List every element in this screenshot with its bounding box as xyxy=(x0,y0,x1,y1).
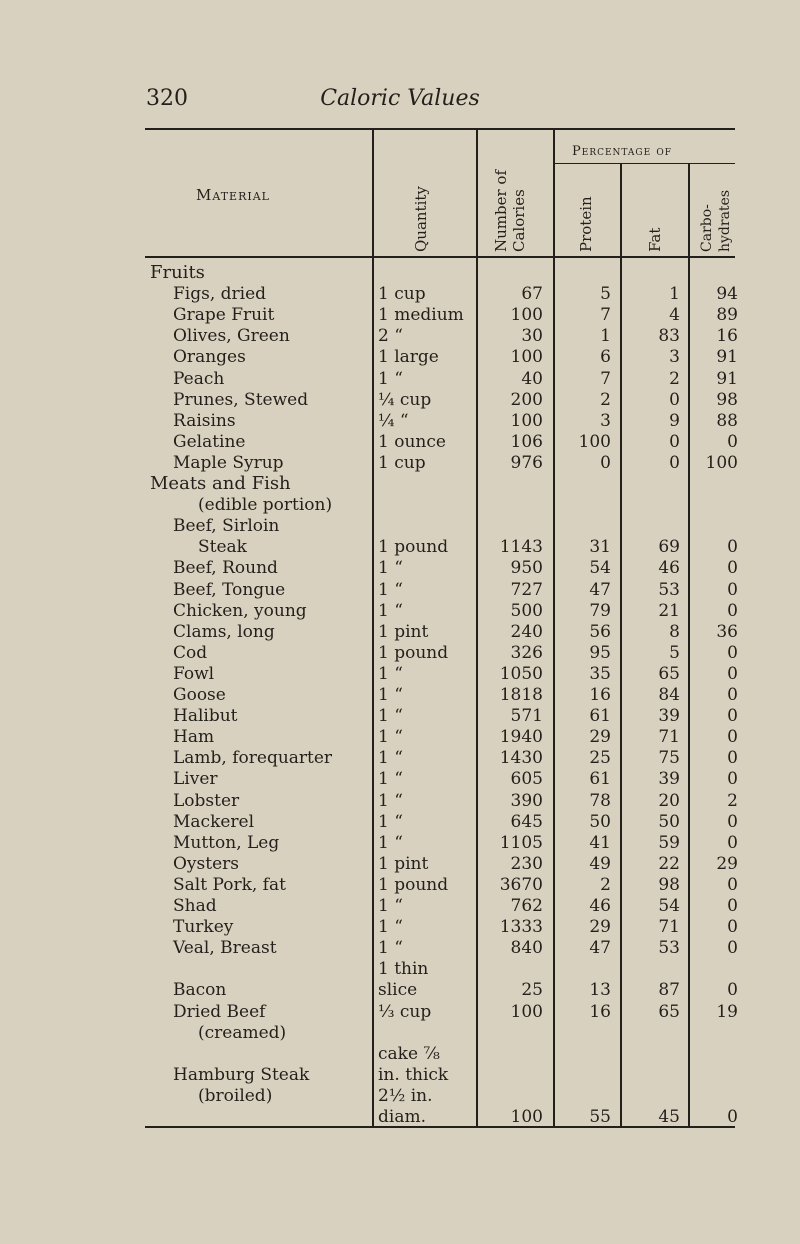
protein-cell: 25 xyxy=(589,748,611,769)
protein-cell: 61 xyxy=(589,706,611,727)
fat-cell: 9 xyxy=(669,410,680,431)
carbohydrates-cell: 88 xyxy=(716,410,738,431)
carbohydrates-cell: 19 xyxy=(716,1001,738,1022)
calories-cell: 645 xyxy=(510,811,543,832)
header-protein: Protein xyxy=(577,196,595,252)
protein-cell: 0 xyxy=(600,452,611,473)
table-row xyxy=(0,410,800,432)
protein-cell: 16 xyxy=(589,685,611,705)
header-carbohydrates: Carbo-hydrates xyxy=(699,189,733,252)
material-cell: Beef, Round xyxy=(173,558,278,579)
fat-cell: 3 xyxy=(669,347,680,368)
table-row xyxy=(0,579,800,601)
table-row xyxy=(0,811,800,833)
fat-cell: 8 xyxy=(669,621,680,642)
calories-cell: 30 xyxy=(521,326,543,347)
calories-cell: 840 xyxy=(510,938,543,959)
table-row xyxy=(0,895,800,917)
table-row xyxy=(0,621,800,643)
carbohydrates-cell: 100 xyxy=(705,452,738,473)
table-row xyxy=(0,1106,800,1128)
material-cell: Chicken, young xyxy=(173,600,307,621)
fat-cell: 71 xyxy=(658,727,680,748)
calories-cell: 976 xyxy=(510,452,543,473)
calories-cell: 1430 xyxy=(499,748,543,769)
carbohydrates-cell: 0 xyxy=(727,896,738,916)
table-row xyxy=(0,494,800,516)
material-cell: (edible portion) xyxy=(198,495,333,516)
calories-cell: 1105 xyxy=(499,832,543,853)
carbohydrates-cell: 0 xyxy=(727,748,738,769)
carbohydrates-cell: 0 xyxy=(727,980,738,1001)
quantity-cell: 1 “ xyxy=(378,938,403,959)
carbohydrates-cell: 94 xyxy=(716,284,738,305)
quantity-cell: 1 cup xyxy=(378,284,426,305)
table-row xyxy=(0,325,800,347)
table-top-rule xyxy=(145,128,735,130)
protein-cell: 56 xyxy=(589,621,611,642)
table-row xyxy=(0,874,800,896)
table-row xyxy=(0,1022,800,1044)
material-cell: Turkey xyxy=(173,917,234,938)
protein-cell: 2 xyxy=(600,874,611,895)
calories-cell: 67 xyxy=(521,284,543,305)
material-cell: Halibut xyxy=(173,706,238,727)
material-cell: Fowl xyxy=(173,663,215,684)
protein-cell: 79 xyxy=(589,600,611,621)
table-row xyxy=(0,1001,800,1023)
carbohydrates-cell: 0 xyxy=(727,600,738,621)
table-row xyxy=(0,663,800,685)
quantity-cell: 1 “ xyxy=(378,727,403,748)
material-cell: Mutton, Leg xyxy=(173,832,280,853)
quantity-cell: ⅓ cup xyxy=(378,1001,432,1022)
fat-cell: 21 xyxy=(658,600,680,621)
fat-cell: 39 xyxy=(658,769,680,790)
carbohydrates-cell: 0 xyxy=(727,917,738,938)
calories-cell: 106 xyxy=(510,431,543,452)
quantity-cell: 1 pint xyxy=(378,853,429,874)
fat-cell: 54 xyxy=(658,896,680,916)
table-row xyxy=(0,726,800,748)
protein-cell: 47 xyxy=(589,579,611,600)
protein-cell: 100 xyxy=(578,431,611,452)
running-title: Caloric Values xyxy=(320,86,480,111)
table-row xyxy=(0,283,800,305)
calories-cell: 950 xyxy=(510,558,543,579)
material-cell: Grape Fruit xyxy=(173,305,275,326)
quantity-cell: 1 pound xyxy=(378,642,449,663)
fat-cell: 84 xyxy=(658,685,680,705)
header-quantity: Quantity xyxy=(412,186,430,252)
protein-cell: 55 xyxy=(589,1107,611,1127)
protein-cell: 61 xyxy=(589,769,611,790)
material-cell: Oranges xyxy=(173,347,246,368)
fat-cell: 59 xyxy=(658,832,680,853)
quantity-cell: 1 “ xyxy=(378,368,403,389)
fat-cell: 22 xyxy=(658,853,680,874)
table-row xyxy=(0,768,800,790)
carbohydrates-cell: 0 xyxy=(727,537,738,558)
protein-cell: 3 xyxy=(600,410,611,431)
calories-cell: 25 xyxy=(521,980,543,1001)
header-fat: Fat xyxy=(646,227,664,252)
carbohydrates-cell: 16 xyxy=(716,326,738,347)
fat-cell: 0 xyxy=(669,389,680,410)
fat-cell: 65 xyxy=(658,1001,680,1022)
protein-cell: 54 xyxy=(589,558,611,579)
carbohydrates-cell: 0 xyxy=(727,938,738,959)
header-percentage-of: Percentage of xyxy=(572,144,672,159)
material-cell: Meats and Fish xyxy=(150,473,291,494)
table-row xyxy=(0,1043,800,1065)
calories-cell: 3670 xyxy=(499,874,543,895)
fat-cell: 75 xyxy=(658,748,680,769)
quantity-cell: 1 pound xyxy=(378,874,449,895)
carbohydrates-cell: 0 xyxy=(727,663,738,684)
quantity-cell: 1 pound xyxy=(378,537,449,558)
fat-cell: 2 xyxy=(669,368,680,389)
calories-cell: 727 xyxy=(510,579,543,600)
calories-cell: 100 xyxy=(510,305,543,326)
protein-cell: 78 xyxy=(589,790,611,811)
quantity-cell: slice xyxy=(378,980,418,1001)
material-cell: Maple Syrup xyxy=(173,452,284,473)
calories-cell: 571 xyxy=(510,706,543,727)
material-cell: (creamed) xyxy=(198,1022,287,1043)
calories-cell: 200 xyxy=(510,389,543,410)
carbohydrates-cell: 0 xyxy=(727,706,738,727)
quantity-cell: 1 “ xyxy=(378,790,403,811)
material-cell: Lamb, forequarter xyxy=(173,748,333,769)
fat-cell: 4 xyxy=(669,305,680,326)
quantity-cell: 1 “ xyxy=(378,663,403,684)
carbohydrates-cell: 0 xyxy=(727,769,738,790)
table-row xyxy=(0,790,800,812)
calories-cell: 1940 xyxy=(499,727,543,748)
quantity-cell: 2½ in. xyxy=(378,1085,433,1106)
calories-cell: 326 xyxy=(510,642,543,663)
header-bottom-rule xyxy=(145,256,735,258)
protein-cell: 29 xyxy=(589,917,611,938)
fat-cell: 87 xyxy=(658,980,680,1001)
quantity-cell: 1 large xyxy=(378,347,439,368)
quantity-cell: 1 “ xyxy=(378,832,403,853)
calories-cell: 605 xyxy=(510,769,543,790)
protein-cell: 47 xyxy=(589,938,611,959)
calories-cell: 500 xyxy=(510,600,543,621)
table-row xyxy=(0,536,800,558)
table-row xyxy=(0,853,800,875)
carbohydrates-cell: 0 xyxy=(727,1107,738,1127)
table-row xyxy=(0,832,800,854)
carbohydrates-cell: 0 xyxy=(727,558,738,579)
protein-cell: 5 xyxy=(600,284,611,305)
protein-cell: 13 xyxy=(589,980,611,1001)
material-cell: Beef, Sirloin xyxy=(173,516,280,537)
fat-cell: 0 xyxy=(669,431,680,452)
protein-cell: 7 xyxy=(600,305,611,326)
calories-cell: 1050 xyxy=(499,663,543,684)
protein-cell: 49 xyxy=(589,853,611,874)
fat-cell: 0 xyxy=(669,452,680,473)
fat-cell: 50 xyxy=(658,811,680,832)
material-cell: Beef, Tongue xyxy=(173,579,286,600)
carbohydrates-cell: 0 xyxy=(727,832,738,853)
material-cell: Bacon xyxy=(173,980,227,1001)
protein-cell: 46 xyxy=(589,896,611,916)
table-row xyxy=(0,684,800,706)
quantity-cell: 1 “ xyxy=(378,685,403,705)
table-row xyxy=(0,557,800,579)
carbohydrates-cell: 29 xyxy=(716,853,738,874)
protein-cell: 41 xyxy=(589,832,611,853)
material-cell: Salt Pork, fat xyxy=(173,874,286,895)
carbohydrates-cell: 0 xyxy=(727,579,738,600)
table-row xyxy=(0,937,800,959)
carbohydrates-cell: 0 xyxy=(727,727,738,748)
material-cell: Olives, Green xyxy=(173,326,290,347)
fat-cell: 20 xyxy=(658,790,680,811)
fat-cell: 45 xyxy=(658,1107,680,1127)
protein-cell: 7 xyxy=(600,368,611,389)
carbohydrates-cell: 91 xyxy=(716,368,738,389)
table-row xyxy=(0,389,800,411)
quantity-cell: 1 “ xyxy=(378,748,403,769)
quantity-cell: in. thick xyxy=(378,1064,449,1085)
calories-cell: 40 xyxy=(521,368,543,389)
group-header-rule xyxy=(555,163,735,164)
material-cell: Hamburg Steak xyxy=(173,1064,310,1085)
fat-cell: 98 xyxy=(658,874,680,895)
fat-cell: 1 xyxy=(669,284,680,305)
quantity-cell: 2 “ xyxy=(378,326,403,347)
quantity-cell: 1 cup xyxy=(378,452,426,473)
calories-cell: 390 xyxy=(510,790,543,811)
protein-cell: 16 xyxy=(589,1001,611,1022)
material-cell: Ham xyxy=(173,727,215,748)
carbohydrates-cell: 36 xyxy=(716,621,738,642)
material-cell: Raisins xyxy=(173,410,236,431)
calories-cell: 100 xyxy=(510,1001,543,1022)
calories-cell: 100 xyxy=(510,410,543,431)
quantity-cell: cake ⅞ xyxy=(378,1043,440,1064)
carbohydrates-cell: 2 xyxy=(727,790,738,811)
carbohydrates-cell: 0 xyxy=(727,431,738,452)
calories-cell: 1333 xyxy=(499,917,543,938)
table-row xyxy=(0,1085,800,1107)
fat-cell: 39 xyxy=(658,706,680,727)
material-cell: Clams, long xyxy=(173,621,275,642)
quantity-cell: 1 medium xyxy=(378,305,464,326)
material-cell: Gelatine xyxy=(173,431,246,452)
material-cell: Mackerel xyxy=(173,811,255,832)
material-cell: Peach xyxy=(173,368,225,389)
quantity-cell: 1 “ xyxy=(378,769,403,790)
calories-cell: 1818 xyxy=(499,685,543,705)
quantity-cell: 1 “ xyxy=(378,600,403,621)
protein-cell: 6 xyxy=(600,347,611,368)
protein-cell: 95 xyxy=(589,642,611,663)
carbohydrates-cell: 91 xyxy=(716,347,738,368)
quantity-cell: 1 thin xyxy=(378,959,429,980)
page-number: 320 xyxy=(146,86,188,111)
material-cell: (broiled) xyxy=(198,1085,273,1106)
category-row xyxy=(0,473,800,495)
material-cell: Steak xyxy=(198,537,247,558)
calories-cell: 230 xyxy=(510,853,543,874)
table-row xyxy=(0,515,800,537)
material-cell: Goose xyxy=(173,685,226,705)
quantity-cell: diam. xyxy=(378,1107,426,1127)
header-calories: Number of Calories xyxy=(492,169,528,252)
table-row xyxy=(0,452,800,474)
fat-cell: 65 xyxy=(658,663,680,684)
material-cell: Shad xyxy=(173,896,217,916)
quantity-cell: 1 pint xyxy=(378,621,429,642)
protein-cell: 29 xyxy=(589,727,611,748)
carbohydrates-cell: 0 xyxy=(727,685,738,705)
table-row xyxy=(0,642,800,664)
fat-cell: 83 xyxy=(658,326,680,347)
material-cell: Veal, Breast xyxy=(173,938,277,959)
header-material: Material xyxy=(196,186,270,204)
calories-cell: 1143 xyxy=(499,537,543,558)
table-row xyxy=(0,304,800,326)
table-row xyxy=(0,747,800,769)
protein-cell: 1 xyxy=(600,326,611,347)
material-cell: Oysters xyxy=(173,853,240,874)
carbohydrates-cell: 89 xyxy=(716,305,738,326)
carbohydrates-cell: 98 xyxy=(716,389,738,410)
table-row xyxy=(0,958,800,980)
quantity-cell: 1 “ xyxy=(378,579,403,600)
quantity-cell: 1 “ xyxy=(378,896,403,916)
category-row xyxy=(0,262,800,284)
quantity-cell: 1 ounce xyxy=(378,431,446,452)
material-cell: Fruits xyxy=(150,262,205,283)
protein-cell: 2 xyxy=(600,389,611,410)
table-row xyxy=(0,705,800,727)
quantity-cell: ¼ cup xyxy=(378,389,432,410)
material-cell: Prunes, Stewed xyxy=(173,389,309,410)
protein-cell: 50 xyxy=(589,811,611,832)
calories-cell: 100 xyxy=(510,1107,543,1127)
table-row xyxy=(0,600,800,622)
carbohydrates-cell: 0 xyxy=(727,874,738,895)
quantity-cell: 1 “ xyxy=(378,917,403,938)
table-row xyxy=(0,916,800,938)
material-cell: Lobster xyxy=(173,790,240,811)
fat-cell: 46 xyxy=(658,558,680,579)
calories-cell: 100 xyxy=(510,347,543,368)
material-cell: Liver xyxy=(173,769,218,790)
fat-cell: 53 xyxy=(658,938,680,959)
material-cell: Dried Beef xyxy=(173,1001,266,1022)
quantity-cell: 1 “ xyxy=(378,811,403,832)
carbohydrates-cell: 0 xyxy=(727,811,738,832)
protein-cell: 35 xyxy=(589,663,611,684)
quantity-cell: 1 “ xyxy=(378,706,403,727)
fat-cell: 53 xyxy=(658,579,680,600)
calories-cell: 762 xyxy=(510,896,543,916)
table-row xyxy=(0,431,800,453)
calories-cell: 240 xyxy=(510,621,543,642)
material-cell: Cod xyxy=(173,642,208,663)
carbohydrates-cell: 0 xyxy=(727,642,738,663)
table-row xyxy=(0,979,800,1001)
protein-cell: 31 xyxy=(589,537,611,558)
table-row xyxy=(0,368,800,390)
quantity-cell: ¼ “ xyxy=(378,410,409,431)
table-row xyxy=(0,346,800,368)
fat-cell: 5 xyxy=(669,642,680,663)
material-cell: Figs, dried xyxy=(173,284,267,305)
table-row xyxy=(0,1064,800,1086)
fat-cell: 69 xyxy=(658,537,680,558)
quantity-cell: 1 “ xyxy=(378,558,403,579)
fat-cell: 71 xyxy=(658,917,680,938)
